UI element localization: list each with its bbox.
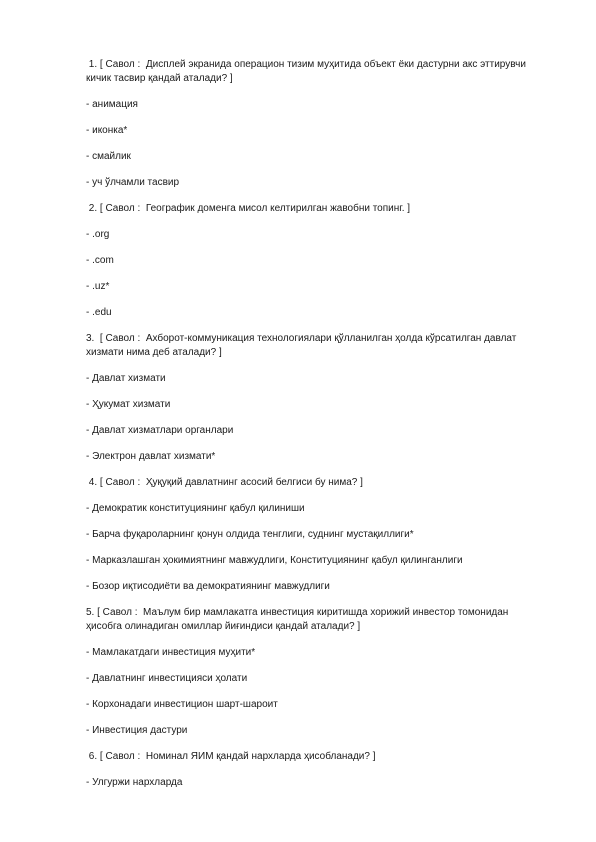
question-4: 4. [ Савол : Ҳуқуқий давлатнинг асосий белгиси бу нима? ]: [86, 477, 363, 488]
answer-option: - Давлатнинг инвестицияси ҳолати: [86, 673, 248, 684]
answer-option: - Улгуржи нархларда: [86, 777, 183, 788]
answer-option: - Давлат хизмати: [86, 373, 166, 384]
question-1: 1. [ Савол : Дисплей экранида операцион тизим муҳитида объект ёки дастурни акс эттирувчи кичик тасвир қандай аталади? ]: [86, 59, 529, 84]
question-3: 3. [ Савол : Ахборот-коммуникация технологиялари қўлланилган ҳолда кўрсатилган давлат хизмати нима деб аталади? ]: [86, 333, 520, 358]
answer-option: - смайлик: [86, 151, 131, 162]
answer-option: - .uz*: [86, 281, 110, 292]
question-5: 5. [ Савол : Маълум бир мамлакатга инвестиция киритишда хорижий инвестор томонидан ҳисобга олинадиган омиллар йиғиндиси қандай аталади? ]: [86, 607, 512, 632]
answer-option: - Электрон давлат хизмати*: [86, 451, 216, 462]
answer-option: - .com: [86, 255, 114, 266]
answer-option: - Бозор иқтисодиёти ва демократиянинг мавжудлиги: [86, 581, 330, 592]
answer-option: - анимация: [86, 99, 138, 110]
answer-option: - уч ўлчамли тасвир: [86, 177, 180, 188]
answer-option: - .edu: [86, 307, 112, 318]
answer-option: - Корхонадаги инвестицион шарт-шароит: [86, 699, 278, 710]
answer-option: - Давлат хизматлари органлари: [86, 425, 234, 436]
answer-option: - .org: [86, 229, 110, 240]
question-6: 6. [ Савол : Номинал ЯИМ қандай нархларда ҳисобланади? ]: [86, 751, 376, 762]
question-2: 2. [ Савол : Географик доменга мисол келтирилган жавобни топинг. ]: [86, 203, 411, 214]
answer-option: - Демократик конституциянинг қабул қилиниши: [86, 503, 305, 514]
answer-option: - иконка*: [86, 125, 128, 136]
answer-option: - Инвестиция дастури: [86, 725, 188, 736]
answer-option: - Марказлашган ҳокимиятнинг мавжудлиги, Конституциянинг қабул қилинганлиги: [86, 555, 463, 566]
answer-option: - Барча фуқароларнинг қонун олдида тенглиги, суднинг мустақиллиги*: [86, 529, 414, 540]
answer-option: - Мамлакатдаги инвестиция муҳити*: [86, 647, 256, 658]
answer-option: - Ҳукумат хизмати: [86, 399, 171, 410]
